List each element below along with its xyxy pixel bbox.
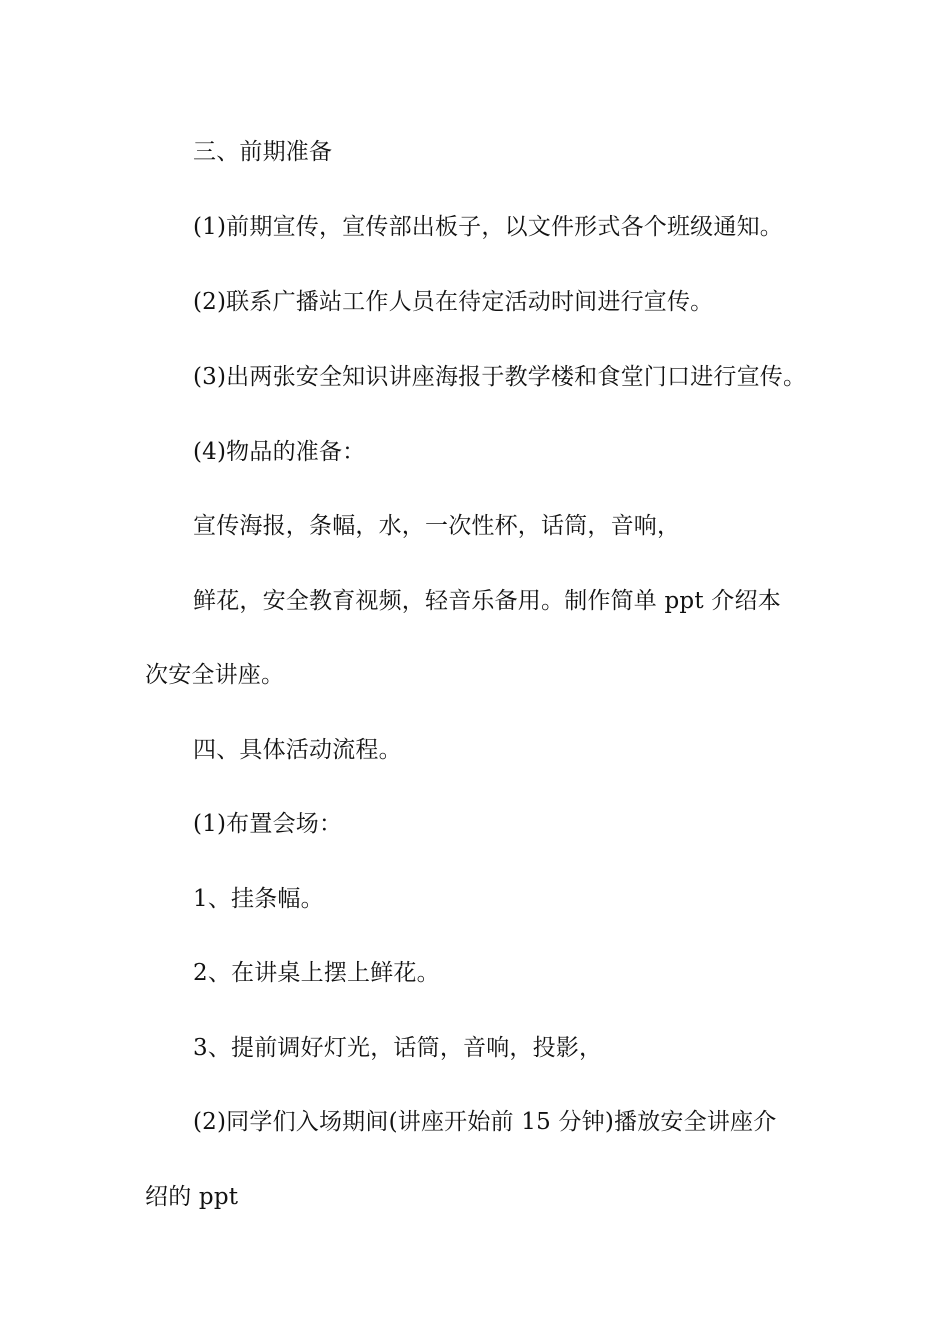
paragraph-line: (4)物品的准备： <box>193 439 366 465</box>
paragraph-line: (1)布置会场： <box>193 811 343 837</box>
paragraph-line: (3)出两张安全知识讲座海报于教学楼和食堂门口进行宣传。 <box>193 364 807 390</box>
list-item: 3、提前调好灯光，话筒，音响，投影， <box>193 1035 603 1061</box>
paragraph-line: 鲜花，安全教育视频，轻音乐备用。制作简单 ppt 介绍本 <box>193 588 781 614</box>
paragraph-line: 宣传海报，条幅，水，一次性杯，话筒，音响， <box>193 513 681 539</box>
list-item: 1、挂条幅。 <box>193 886 324 912</box>
paragraph-line-continuation: 绍的 ppt <box>145 1184 239 1210</box>
paragraph-line-continuation: 次安全讲座。 <box>145 662 285 688</box>
section-heading-preparation: 三、前期准备 <box>193 139 333 165</box>
list-item: 2、在讲桌上摆上鲜花。 <box>193 960 440 986</box>
paragraph-line: (2)联系广播站工作人员在待定活动时间进行宣传。 <box>193 289 714 315</box>
paragraph-line: (1)前期宣传，宣传部出板子，以文件形式各个班级通知。 <box>193 214 783 240</box>
section-heading-activity-flow: 四、具体活动流程。 <box>193 737 402 763</box>
paragraph-line: (2)同学们入场期间(讲座开始前 15 分钟)播放安全讲座介 <box>193 1109 777 1135</box>
